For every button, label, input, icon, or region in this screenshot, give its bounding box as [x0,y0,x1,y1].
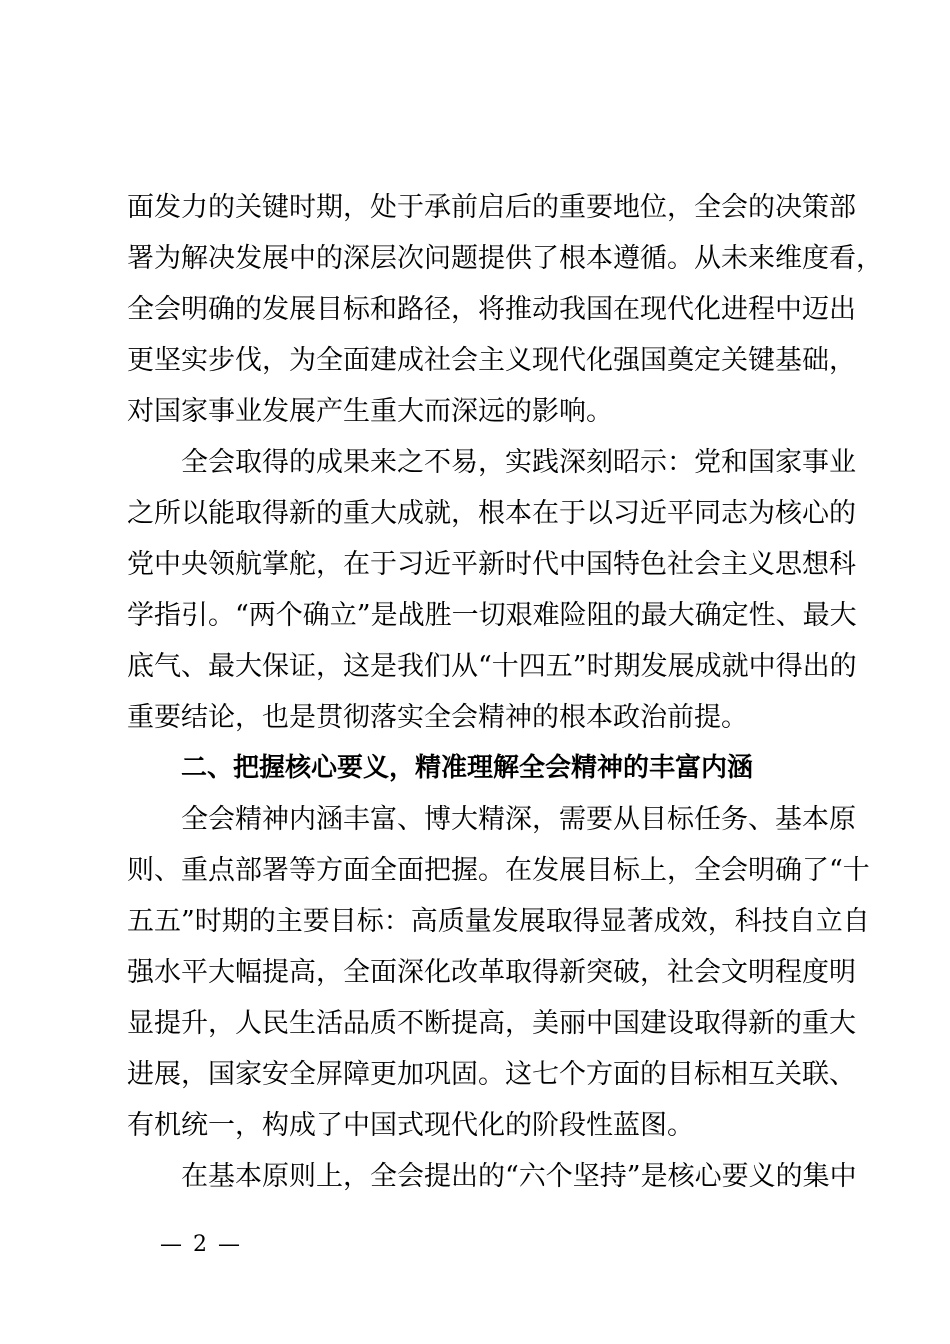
text-line: 五五”时期的主要目标：高质量发展取得显著成效，科技自立自 [127,906,870,937]
paragraph-first-line: 全会取得的成果来之不易，实践深刻昭示：党和国家事业 [181,447,856,478]
section-heading: 二、把握核心要义，精准理解全会精神的丰富内涵 [181,753,754,783]
text-line: 重要结论，也是贯彻落实全会精神的根本政治前提。 [127,702,748,733]
text-line: 更坚实步伐，为全面建成社会主义现代化强国奠定关键基础， [127,345,856,376]
document-body [127,182,883,1202]
text-line: 面发力的关键时期，处于承前启后的重要地位，全会的决策部 [127,192,856,223]
text-line: 显提升，人民生活品质不断提高，美丽中国建设取得新的重大 [127,1008,856,1039]
text-line: 署为解决发展中的深层次问题提供了根本遵循。从未来维度看， [127,243,883,274]
text-line: 党中央领航掌舵，在于习近平新时代中国特色社会主义思想科 [127,549,856,580]
paragraph-first-line: 在基本原则上，全会提出的“六个坚持”是核心要义的集中 [181,1161,857,1192]
text-line: 有机统一，构成了中国式现代化的阶段性蓝图。 [127,1110,694,1141]
text-line: 则、重点部署等方面全面把握。在发展目标上，全会明确了“十 [127,855,870,886]
text-line: 之所以能取得新的重大成就，根本在于以习近平同志为核心的 [127,498,856,529]
text-line: 全会明确的发展目标和路径，将推动我国在现代化进程中迈出 [127,294,856,325]
text-line: 底气、最大保证，这是我们从“十四五”时期发展成就中得出的 [127,651,857,682]
page-number: — 2 — [160,1232,242,1257]
text-line: 进展，国家安全屏障更加巩固。这七个方面的目标相互关联、 [127,1059,856,1090]
text-line: 对国家事业发展产生重大而深远的影响。 [127,396,613,427]
text-line: 学指引。“两个确立”是战胜一切艰难险阻的最大确定性、最大 [127,600,857,631]
text-line: 强水平大幅提高，全面深化改革取得新突破，社会文明程度明 [127,957,856,988]
paragraph-first-line: 全会精神内涵丰富、博大精深，需要从目标任务、基本原 [181,804,856,835]
